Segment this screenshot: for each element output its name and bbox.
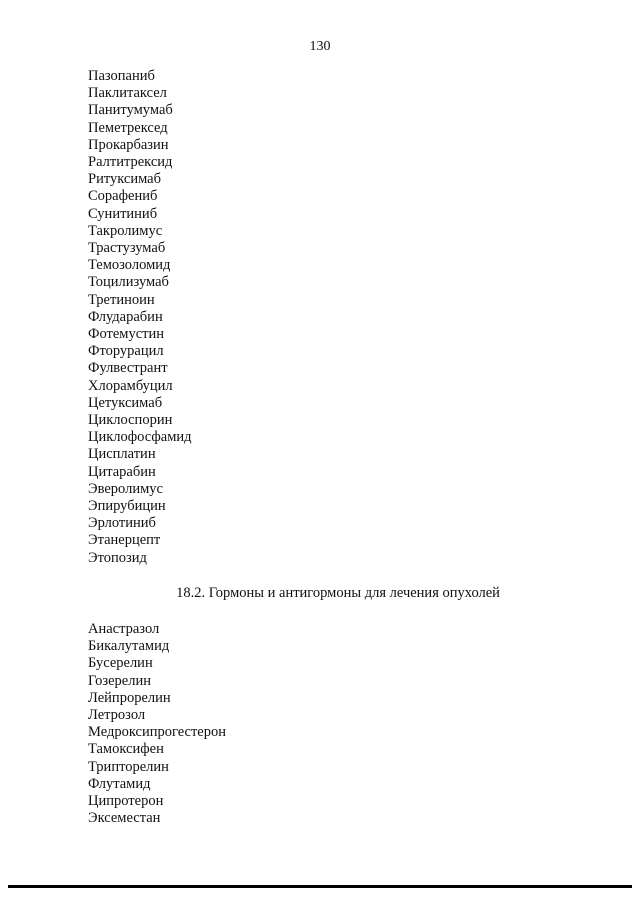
drug-list-hormones [88,621,226,827]
list-item: Эксеместан [88,810,161,827]
list-item: Ралтитрексид [88,154,173,171]
list-item: Сорафениб [88,188,158,205]
list-item: Эпирубицин [88,498,166,515]
list-item: Летрозол [88,707,146,724]
list-item: Этанерцепт [88,532,161,549]
list-item: Ритуксимаб [88,171,161,188]
list-item: Темозоломид [88,257,171,274]
list-item: Сунитиниб [88,205,158,222]
drug-list-main [88,68,192,567]
list-item: Фторурацил [88,343,164,360]
list-item: Бусерелин [88,655,153,672]
list-item: Пеметрексед [88,119,168,136]
list-item: Циклоспорин [88,412,173,429]
list-item: Такролимус [88,222,163,239]
list-item: Паклитаксел [88,85,167,102]
list-item: Эрлотиниб [88,515,156,532]
list-item: Флутамид [88,775,151,792]
list-item: Тоцилизумаб [88,274,169,291]
list-item: Эверолимус [88,480,163,497]
list-item: Циклофосфамид [88,429,192,446]
list-item: Пазопаниб [88,68,155,84]
list-item: Лейпрорелин [88,689,171,706]
list-item: Тамоксифен [88,741,164,758]
list-item: Панитумумаб [88,102,173,119]
list-item: Этопозид [88,549,147,566]
list-item: Анастразол [88,621,160,637]
list-item: Медроксипрогестерон [88,724,226,741]
list-item: Фотемустин [88,326,165,343]
list-item: Трипторелин [88,758,169,775]
bottom-rule [8,885,632,888]
list-item: Фулвестрант [88,360,168,377]
page-number: 130 [309,39,331,54]
list-item: Третиноин [88,291,155,308]
list-item: Прокарбазин [88,136,169,153]
list-item: Цисплатин [88,446,156,463]
list-item: Ципротерон [88,793,164,810]
list-item: Хлорамбуцил [88,377,173,394]
list-item: Трастузумаб [88,240,166,257]
list-item: Бикалутамид [88,638,170,655]
list-item: Флударабин [88,308,163,325]
list-item: Гозерелин [88,672,151,689]
section-heading: 18.2. Гормоны и антигормоны для лечения опухолей [176,585,500,601]
list-item: Цетуксимаб [88,394,163,411]
list-item: Цитарабин [88,463,156,480]
